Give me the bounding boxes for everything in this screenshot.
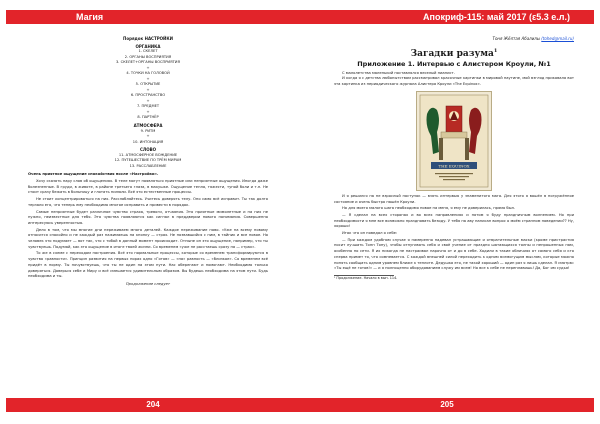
order-item: 10. ИНТОНАЦИЯ (132, 139, 164, 144)
left-paragraphs (28, 179, 268, 280)
body-paragraph: Но для моего малого шага необходимо новое на меня, я ему не доверилась, прямо был. (342, 206, 516, 211)
right-page (300, 0, 600, 424)
plus-separator: + (146, 65, 150, 70)
body-paragraph: То же в схеме с переходом настроения. Всё это нормальные процессы, которые со временем трансформируются в чувство «равности». Принцип развития на первых порах одно «Готов» — «на» равность — «близкое». Со временем всё придёт в норму. Ты почувствуешь, что ты не один на этом пути. Нас оберегают и помогают. Необходимо только доверяться. Доверься себе и Миру и всё смешается удивительным образом. Вы будешь необходима на этом пути. Будь необходима и ты. (28, 251, 268, 279)
order-item: 7. ПРЕДМЕТ (136, 104, 160, 109)
order-group-title: СЛОВО (139, 147, 157, 153)
poster-illustration (417, 92, 491, 190)
equinox-poster-image (416, 91, 492, 191)
order-item: 5. ОТКРЫТИЕ (135, 82, 161, 87)
plus-separator: + (146, 87, 150, 92)
article-title-text: Загадки разума (410, 48, 494, 59)
body-paragraph: Итак что он поведал о себе: (342, 231, 398, 236)
author-email-link[interactable]: (tohed@mail.ru) (541, 36, 574, 41)
order-item: 11. АТМОСФЕРНОЕ ВОЖДЕНИЕ (118, 152, 178, 157)
intro-paragraph: С малолетства маленький поставлялся веселый пианист. (342, 70, 455, 75)
body-paragraph: И я решился на не взрослый поступок — взять интервью у знаменитого мага. Для этого я вошёл в погружённое состояние и очень быстро нашёл Кроули. (334, 193, 574, 204)
author-line (334, 36, 574, 42)
right-paragraphs (334, 194, 574, 272)
body-paragraph: — При каждом удобном случае я намеренно надевал устрашающие и отвратительные маски (кроме пристрастия носит лучшать Тонн Тону), чтобы отпугивать себя и своё учение от праздно шатающихся толпы и непрошенных нам, особенно по сети. Я их никогда не настраивал нарочно от и до в себе. Ходили в такие обличиях от самого себя и кто сперва примет то, что сомневается. С каждой внешней силой переходить к одним всемогущим мыслям, которые можно понять сообщать одним уровнем ближе к теплоте. Дедушка его, не такой хороший — один раз я лишь сделал. Я смотрю: «Ты ещё не готов!» — и я полноценно оборудованием служу им всем! Но все к себе не переплавишь! Да, Бог им судья! (334, 237, 574, 271)
intro-paragraph: И когда я с детства любопытством рассматривал красочные картинки в мировой паутине, мой взгляд приковала вот эта картинка из периодического журнала Алистера Кроули «The Equinox». (334, 76, 574, 87)
right-page-number: 205 (300, 398, 594, 412)
order-group-title: ОРГАНИКА (135, 43, 161, 49)
plus-separator: + (146, 98, 150, 103)
author-name: Тоня Жёлтая Абалилы (492, 36, 541, 41)
body-paragraph: Самые неприятные будет различное чувство страха, тревоги, отчаяния. Это приятные мимолетные и на них не нужно, неизвестные для тебя. Это чувства появляются как сигнал в преддверии нового понимания. Совершенно интересуюсь уверенностью. (28, 209, 268, 225)
order-group-title: АТМОСФЕРА (133, 122, 163, 128)
order-item: 6. ПРОСТРАНСТВО (130, 93, 166, 98)
order-item: 8. ПАРТНЁР (137, 115, 159, 120)
intro-paragraphs (334, 71, 574, 88)
order-item: 3. СКЕЛЕТ+ОРГАНЫ ВОСПРИЯТИЯ (116, 60, 180, 65)
right-content (334, 36, 574, 282)
body-paragraph: — Я сделал на всех сторонах и во всех направлениях и потом я буду праздничным волнением. Но при необходимости я мне все возможно праздновать безоду. У тебя на аву написан вопрос о моём странном поведении?? Ну, хорошо! (334, 212, 574, 229)
issue-title: Апокриф-115: май 2017 (ε5.3 е.л.) (423, 12, 570, 22)
left-header-bar (6, 10, 300, 24)
title-footnote-mark: 1 (493, 47, 498, 54)
body-paragraph: Не стоит концентрироваться на них. Расслабляйтесь. Учитесь доверять телу. Оно само всё исправит. Ты так долго терзало его, что теперь ему необходимо многое исправить и привести в порядок. (28, 197, 268, 207)
section-title: Магия (76, 12, 104, 22)
section-heading: Очень приятное ощущение спокойствия после «Настройки». (28, 172, 159, 177)
order-item: 9. РИТМ (140, 128, 156, 133)
left-page-number: 204 (6, 398, 300, 412)
order-item: 13. РАССЛАБЛЕНИЕ (129, 163, 167, 168)
left-content (28, 36, 268, 288)
article-title (334, 45, 574, 60)
poster-banner-text: THE EQUINOX (438, 163, 470, 169)
order-item: 1. СКЕЛЕТ (138, 49, 158, 54)
footnote: ¹ Продолжение. Начало в вып. 114. (334, 275, 398, 280)
order-title: Порядок НАСТРОЙКИ (122, 36, 174, 41)
plus-separator: + (146, 134, 150, 139)
order-groups (28, 44, 268, 170)
body-paragraph: Хочу сказать пару слов об ощущениях. В теле могут появляться приятные или неприятные ощущения. Иногда даже болезненные. В груди, в животе, в районе третьего глаза, в макушке. Ощущение тепла, тяжести, тупой боли и т.п. Не стоит сразу бежать в больницу и глотать пилюли. Всё это естественные процессы. (28, 179, 268, 195)
continued-note: Продолжение следует (125, 281, 171, 286)
order-item: 2. ОРГАНЫ ВОСПРИЯТИЯ (124, 54, 172, 59)
order-item: 4. ТОЧКИ НА ГОЛОВОЙ (126, 71, 170, 76)
body-paragraph: Дело в том, что мы многие дни переживаем много деталей. Каждое переживание ново. «Уже на всему новому относится спокойно и не каждый раз нажимаешь на кнопку — страх. Не позвавшийся с ним, в тайник и все новое. Но человек это подумает — вот так, что с тобой в данный момент происходит. Отныне он это ощущение, например, что ты чувствуешь. Подумай, как это ощущение в итоге твоей жизни. Со временем «уже не расстаешь сразу на — страх». (28, 227, 268, 249)
article-subtitle: Приложение 1. Интервью с Алистером Кроули, №1 (357, 59, 551, 68)
plus-separator: + (146, 76, 150, 81)
plus-separator: + (146, 109, 150, 114)
order-item: 12. ПУТЕШЕСТВИЕ ПО ТРЁМ МИРАМ (114, 158, 182, 163)
right-header-bar (300, 10, 594, 24)
